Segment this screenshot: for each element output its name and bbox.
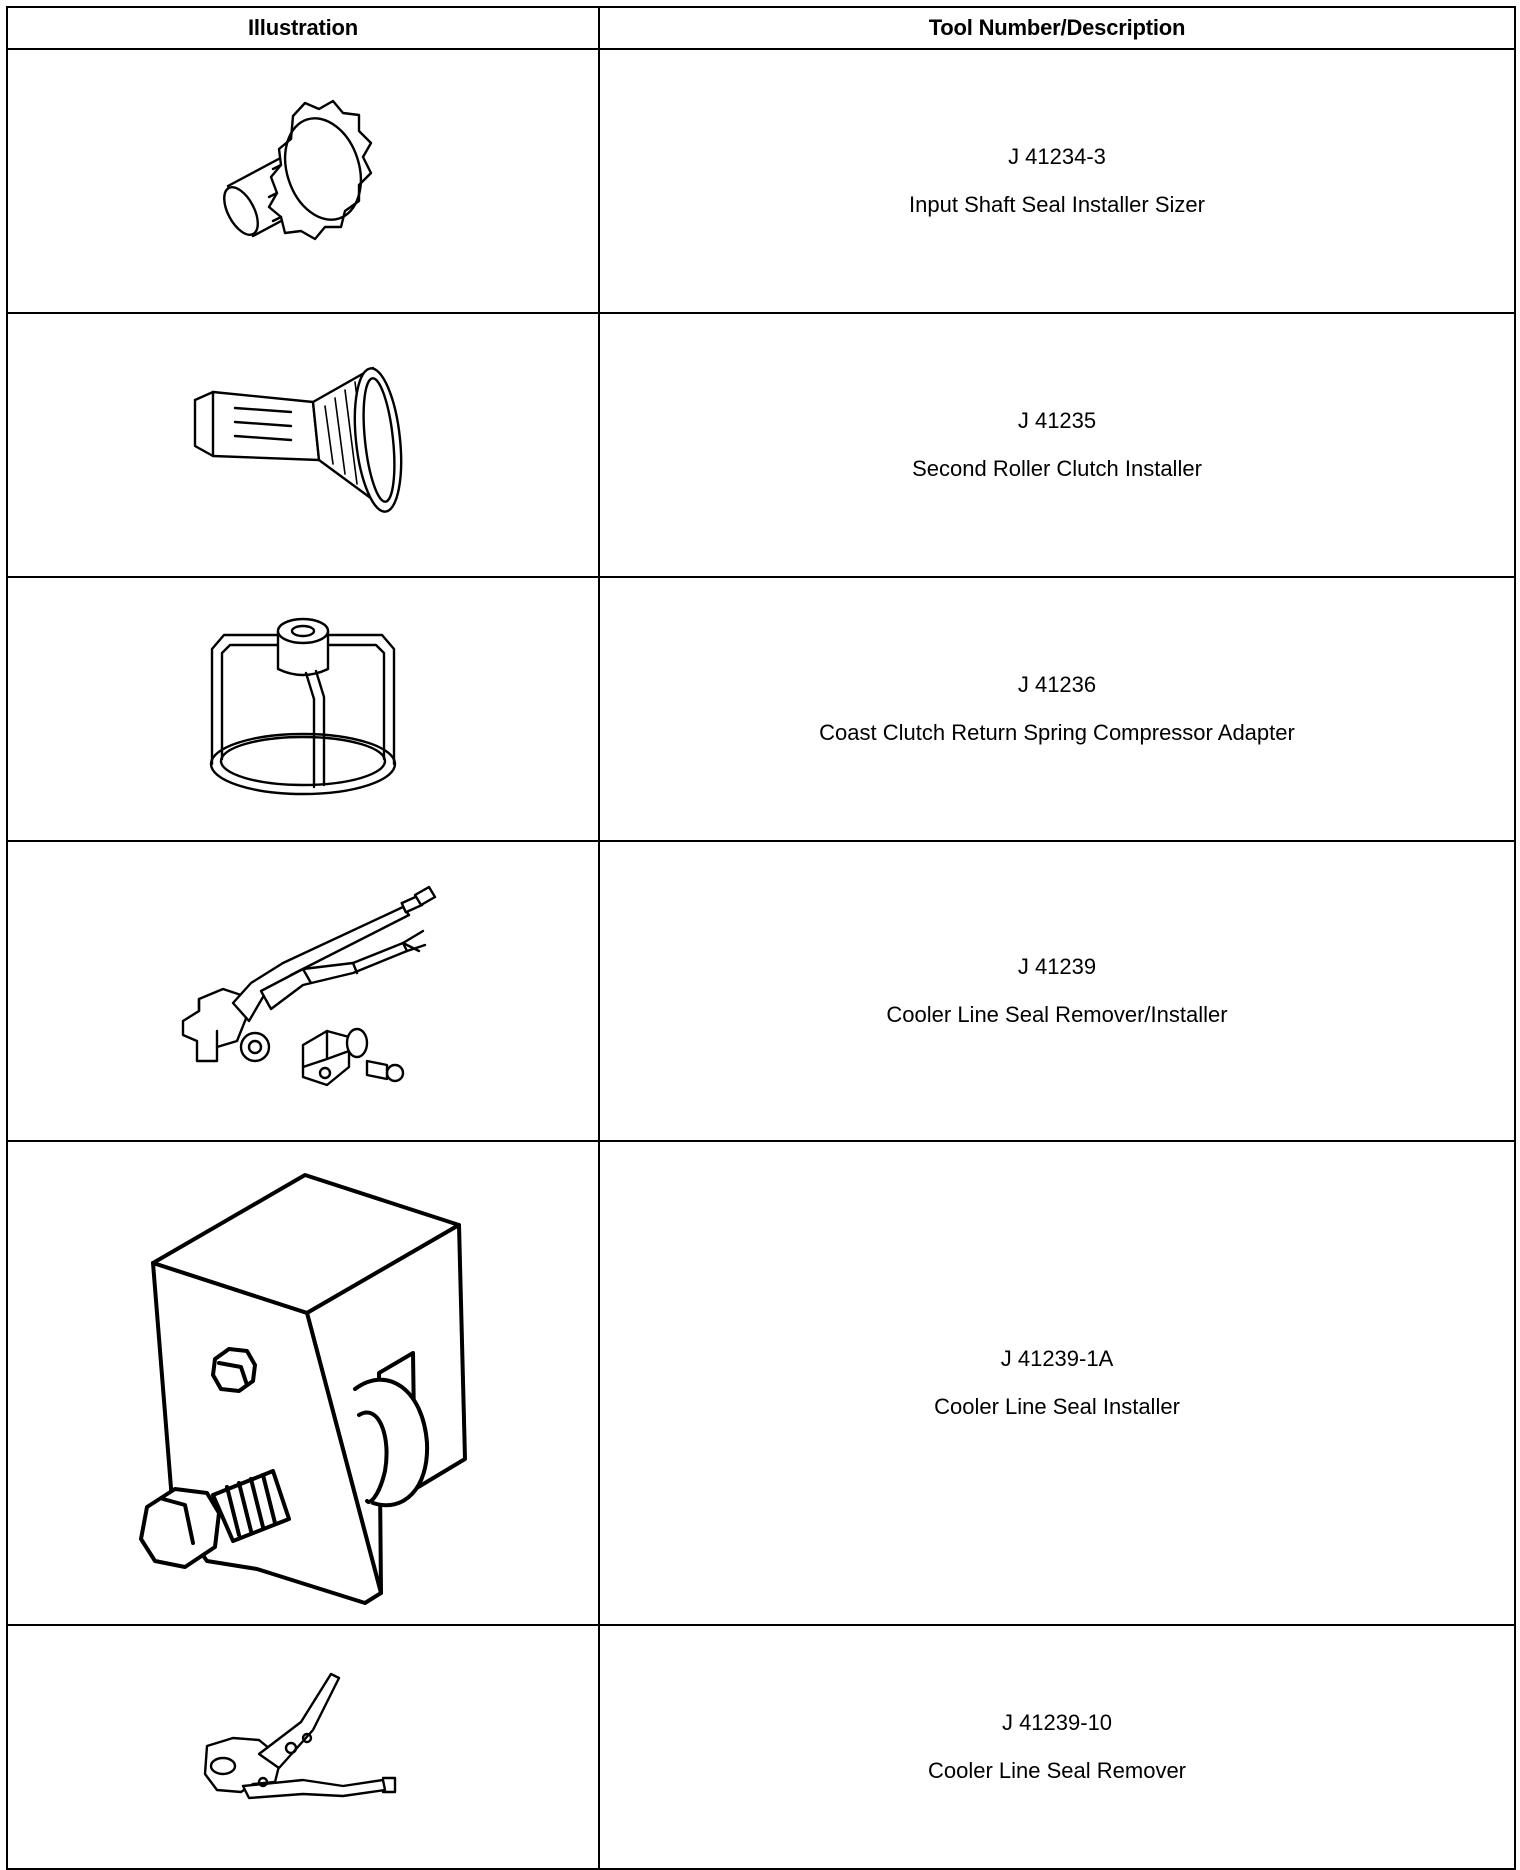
roller-clutch-installer-illustration: [173, 360, 433, 530]
table-row: [7, 1141, 1515, 1625]
tool-number: J 41235: [1017, 408, 1097, 433]
table-row: [7, 1625, 1515, 1869]
table-row: [7, 49, 1515, 313]
spring-compressor-adapter-illustration: [198, 609, 408, 809]
illustration-cell: [7, 841, 599, 1141]
table-row: [7, 577, 1515, 841]
tool-number: J 41239: [1017, 954, 1097, 979]
tool-description: Cooler Line Seal Remover: [927, 1758, 1187, 1783]
illustration-column-header: Illustration: [7, 7, 599, 49]
table-row: [7, 313, 1515, 577]
illustration-cell: [7, 577, 599, 841]
tool-number: J 41239-1A: [1000, 1346, 1114, 1371]
tool-number: J 41236: [1017, 672, 1097, 697]
tool-cell: [599, 313, 1515, 577]
tool-description: Cooler Line Seal Remover/Installer: [886, 1002, 1228, 1027]
tool-cell: [599, 1141, 1515, 1625]
installer-block-with-bolts-illustration: [123, 1153, 483, 1613]
locking-pliers-remover-illustration: [183, 1662, 423, 1832]
tool-column-header: Tool Number/Description: [599, 7, 1515, 49]
table-row: [7, 841, 1515, 1141]
illustration-cell: [7, 313, 599, 577]
tool-description: Second Roller Clutch Installer: [912, 456, 1202, 481]
seal-installer-sizer-illustration: [173, 81, 433, 281]
tool-cell: [599, 1625, 1515, 1869]
locking-pliers-with-block-illustration: [153, 871, 453, 1111]
special-tools-table: [6, 6, 1516, 1870]
tool-description: Cooler Line Seal Installer: [934, 1394, 1180, 1419]
tool-cell: [599, 841, 1515, 1141]
tool-number: J 41239-10: [1001, 1710, 1113, 1735]
illustration-cell: [7, 49, 599, 313]
illustration-cell: [7, 1141, 599, 1625]
tool-description: Coast Clutch Return Spring Compressor Adapter: [819, 720, 1295, 745]
header-row: [7, 7, 1515, 49]
tool-number: J 41234-3: [1008, 144, 1106, 169]
tool-cell: [599, 49, 1515, 313]
tool-cell: [599, 577, 1515, 841]
tool-description: Input Shaft Seal Installer Sizer: [909, 192, 1205, 217]
illustration-cell: [7, 1625, 599, 1869]
